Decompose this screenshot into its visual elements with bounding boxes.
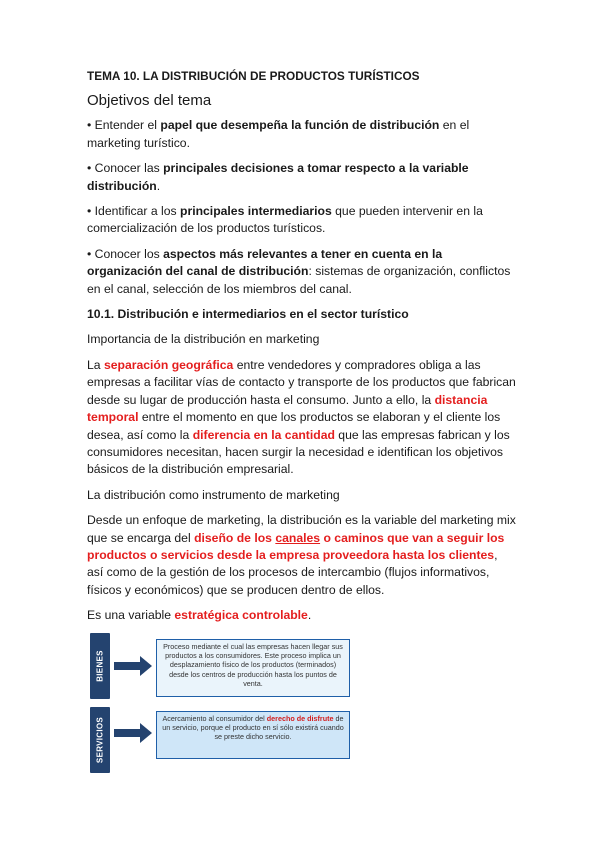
section-title: 10.1. Distribución e intermediarios en el sector turístico: [87, 307, 409, 322]
servicios-box: Acercamiento al consumidor del derecho de disfrute de un servicio, porque el producto en sí sólo existirá cuando se preste dicho servicio.: [156, 711, 350, 759]
paragraph: Desde un enfoque de marketing, la distribución es la variable del marketing mix que se encarga del diseño de los canales o caminos que van a seguir los productos o servicios desde la empresa proveedora hasta los clientes, así como de la gestión de los procesos de intercambio (flujos informativos, físicos y económicos) que se producen dentro de ellos.: [87, 513, 516, 597]
paragraph: La separación geográfica entre vendedores y compradores obliga a las empresas a facilitar vías de contacto y transporte de los productos que fabrican desde su lugar de producción hasta el consumo. Junto a ello, la distancia temporal entre el momento en que los productos se elaboran y el cliente los desea, así como la diferencia en la cantidad que las empresas fabrican y los consumidores necesitan, hacen surgir la necesidad e identifican los objetivos básicos de la distribución empresarial.: [87, 357, 516, 477]
objectives-title: Objetivos del tema: [87, 92, 212, 110]
document-body: [87, 68, 517, 633]
bienes-box: Proceso mediante el cual las empresas hacen llegar sus productos a los consumidores. Este proceso implica un desplazamiento físico de los productos (terminados) desde los centros de producción hasta los puntos de venta.: [156, 639, 350, 697]
bienes-tab: BIENES: [90, 633, 110, 699]
arrow-icon: [114, 723, 154, 743]
paragraph: Es una variable estratégica controlable.: [87, 608, 312, 623]
distribution-diagram: [90, 633, 360, 773]
page-title: TEMA 10. LA DISTRIBUCIÓN DE PRODUCTOS TURÍSTICOS: [87, 69, 420, 83]
objective-item: • Identificar a los principales intermediarios que pueden intervenir en la comercialización de los productos turísticos.: [87, 204, 483, 236]
servicios-tab: SERVICIOS: [90, 707, 110, 773]
arrow-icon: [114, 656, 154, 676]
subsection-title: La distribución como instrumento de marketing: [87, 487, 340, 502]
objective-item: • Entender el papel que desempeña la función de distribución en el marketing turístico.: [87, 118, 470, 150]
objective-item: • Conocer las principales decisiones a tomar respecto a la variable distribución.: [87, 161, 469, 193]
objective-item: • Conocer los aspectos más relevantes a tener en cuenta en la organización del canal de distribución: sistemas de organización, conflictos en el canal, selección de los miembros del canal.: [87, 246, 511, 296]
subsection-title: Importancia de la distribución en marketing: [87, 332, 320, 347]
